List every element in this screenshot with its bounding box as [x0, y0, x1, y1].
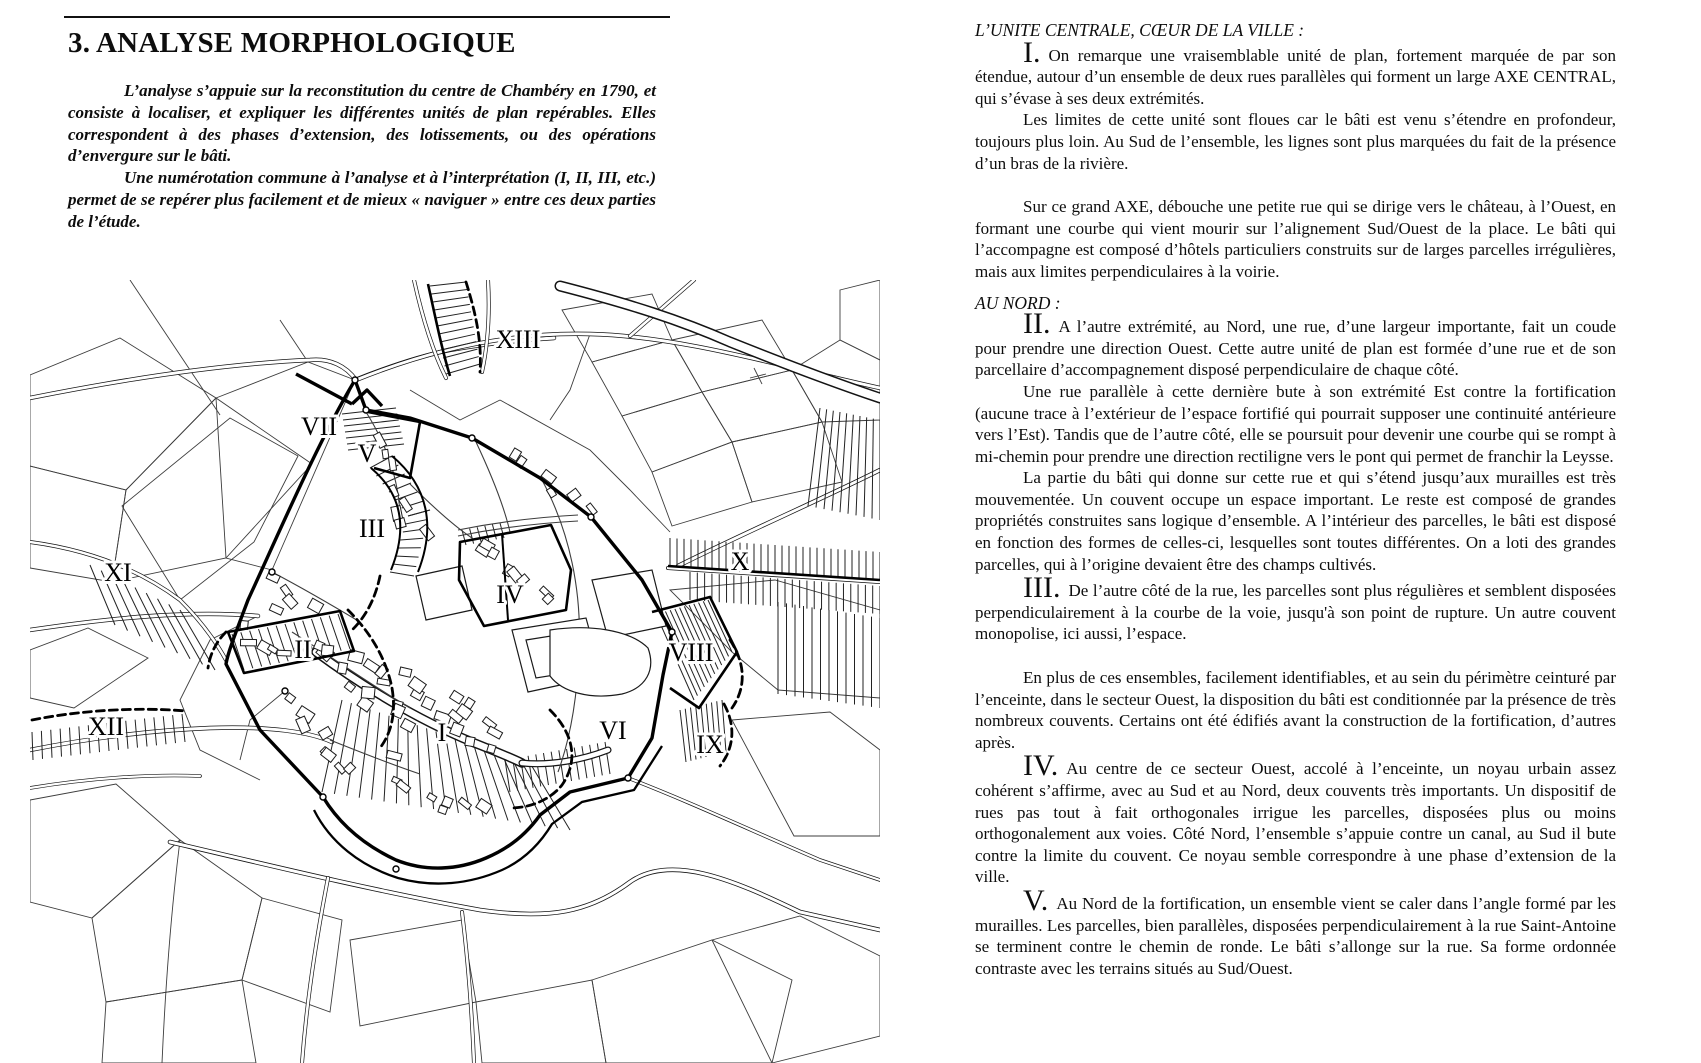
paragraph: La partie du bâti qui donne sur cette rue et qui s’étend jusqu’aux murailles est très mouvementée. Un couvent occupe un espace important. Le reste est composé de grandes propriétés construites sans logique d’ensemble. A l’intérieur des parcelles, le bâti est disposé en fonction des formes de celles-ci, lesquelles sont toutes différentes. On a loti des grandes parcelles, qui à l’origine devaient être des champs cultivés.	[975, 468, 1616, 574]
map-label-viii: VIII	[668, 638, 714, 667]
section-numeral-V: V.	[1023, 883, 1049, 917]
top-rule	[64, 16, 670, 18]
map-label-xii: XII	[87, 712, 125, 741]
paragraph-II	[975, 307, 1616, 381]
map-label-ii: II	[294, 635, 312, 664]
left-column	[68, 16, 656, 233]
heading-unite-centrale: L’UNITE CENTRALE, CŒUR DE LA VILLE :	[975, 20, 1305, 40]
paragraph: Les limites de cette unité sont floues car le bâti est venu s’étendre en profondeur, toujours plus loin. Au Sud de l’ensemble, les lignes sont plus marquées du fait de la présence d’un bras de la rivière.	[975, 110, 1616, 173]
paragraph-text: A l’autre extrémité, au Nord, une rue, d’une largeur importante, fait un coude pour prendre une direction Ouest. Cette autre unité de plan est formée d’une rue et de son parcellaire d’accompagnement disposé perpendiculaire de chaque côté.	[975, 317, 1616, 380]
map-parcel-hatching	[32, 282, 880, 830]
map-label-i: I	[437, 718, 447, 747]
intro-paragraph: Une numérotation commune à l’analyse et à l’interprétation (I, II, III, etc.) permet de se repérer plus facilement et de mieux « naviguer » entre ces deux parties de l’étude.	[68, 168, 656, 231]
map-roads	[30, 280, 880, 1063]
paragraph-V	[975, 883, 1616, 979]
paragraph-IV	[975, 749, 1616, 888]
paragraph-text: Au centre de ce secteur Ouest, accolé à l’enceinte, un noyau urbain assez cohérent s’affirme, avec au Sud et au Nord, deux couvents très importants. Un dispositif de rues pas tout à fait orthogonales irrigue les parcelles, disposées plus ou moins orthogonalement aux voies. Côté Nord, l’ensemble s’appuie contre un canal, au Sud il bute contre la limite du couvent. Ce noyau semble correspondre à une phase d’extension de la ville.	[975, 759, 1616, 887]
paragraph-III	[975, 571, 1616, 645]
map-label-vii: VII	[300, 412, 338, 441]
paragraph-text: On remarque une vraisemblable unité de plan, fortement marquée de par son étendue, autour d’un ensemble de deux rues parallèles qui forment un large AXE CENTRAL, qui s’évase à ses deux extrémités.	[975, 45, 1616, 108]
intro-paragraph: L’analyse s’appuie sur la reconstitution du centre de Chambéry en 1790, et consiste à localiser, et expliquer les différentes unités de plan repérables. Elles correspondent à des phases d’extension, des lotissements, ou des opérations d’envergure sur le bâti.	[68, 81, 656, 166]
section-title: 3. ANALYSE MORPHOLOGIQUE	[68, 27, 516, 59]
section-numeral-IV: IV.	[1023, 749, 1059, 783]
paragraph-I	[975, 35, 1616, 110]
paragraph: Sur ce grand AXE, débouche une petite rue qui se dirige vers le château, à l’Ouest, en formant une courbe qui vient mourir sur l’alignement Sud/Ouest de la place. Le bâti qui l’accompagne est composé d’hôtels particuliers construits sur de larges parcelles irrégulières, mais aux limites perpendiculaires à la voirie.	[975, 197, 1616, 281]
map-background-parcels	[30, 280, 880, 1063]
map-label-ix: IX	[696, 730, 724, 759]
chambery-plan-map	[30, 280, 880, 1063]
map-label-v: V	[357, 439, 377, 468]
map-label-vi: VI	[599, 716, 627, 745]
paragraph-text: De l’autre côté de la rue, les parcelles sont plus régulières et semblent disposées perpendiculairement à la courbe de la voie, jusqu'à son point de rupture. Un autre couvent monopolise, ici aussi, l’espace.	[975, 581, 1616, 644]
section-numeral-III: III.	[1023, 571, 1061, 605]
map-label-xi: XI	[104, 558, 132, 587]
map-label-iii: III	[359, 514, 385, 543]
map-label-x: X	[730, 547, 750, 576]
paragraph-text: Au Nord de la fortification, un ensemble vient se caler dans l’angle formé par les murailles. Les parcelles, bien parallèles, disposées perpendiculairement à la rue Saint-Antoine se terminent contre le chemin de ronde. Le bâti s’allonge sur la rue. Sa forme ordonnée contraste avec les terrains situés au Sud/Ouest.	[975, 893, 1616, 978]
paragraph: En plus de ces ensembles, facilement identifiables, et au sein du périmètre ceinturé par l’enceinte, dans le secteur Ouest, la disposition du bâti est conditionnée par la présence de très nombreux couvents. Certains ont été édifiés avant la construction de la fortification, d’autres après.	[975, 668, 1616, 752]
map-label-xiii: XIII	[495, 325, 541, 354]
paragraph: Une rue parallèle à cette dernière bute à son extrémité Est contre la fortification (aucune trace à l’extérieur de l’espace fortifié qui pourrait supposer une continuité antérieure vers l’Est). Tandis que de l’autre côté, elle se poursuit pour devenir une courbe qui se rompt à mi-chemin pour prendre une direction rectiligne vers le pont qui permet de franchir la Leysse.	[975, 381, 1616, 466]
section-numeral-I: I.	[1023, 35, 1041, 69]
map-label-iv: IV	[496, 580, 524, 609]
heading-au-nord: AU NORD :	[975, 292, 1061, 313]
right-column	[975, 20, 1616, 979]
map-convent-blocks	[416, 566, 666, 696]
map-figure	[30, 280, 880, 1063]
map-dashed-boundaries	[32, 282, 742, 808]
section-numeral-II: II.	[1023, 307, 1051, 341]
